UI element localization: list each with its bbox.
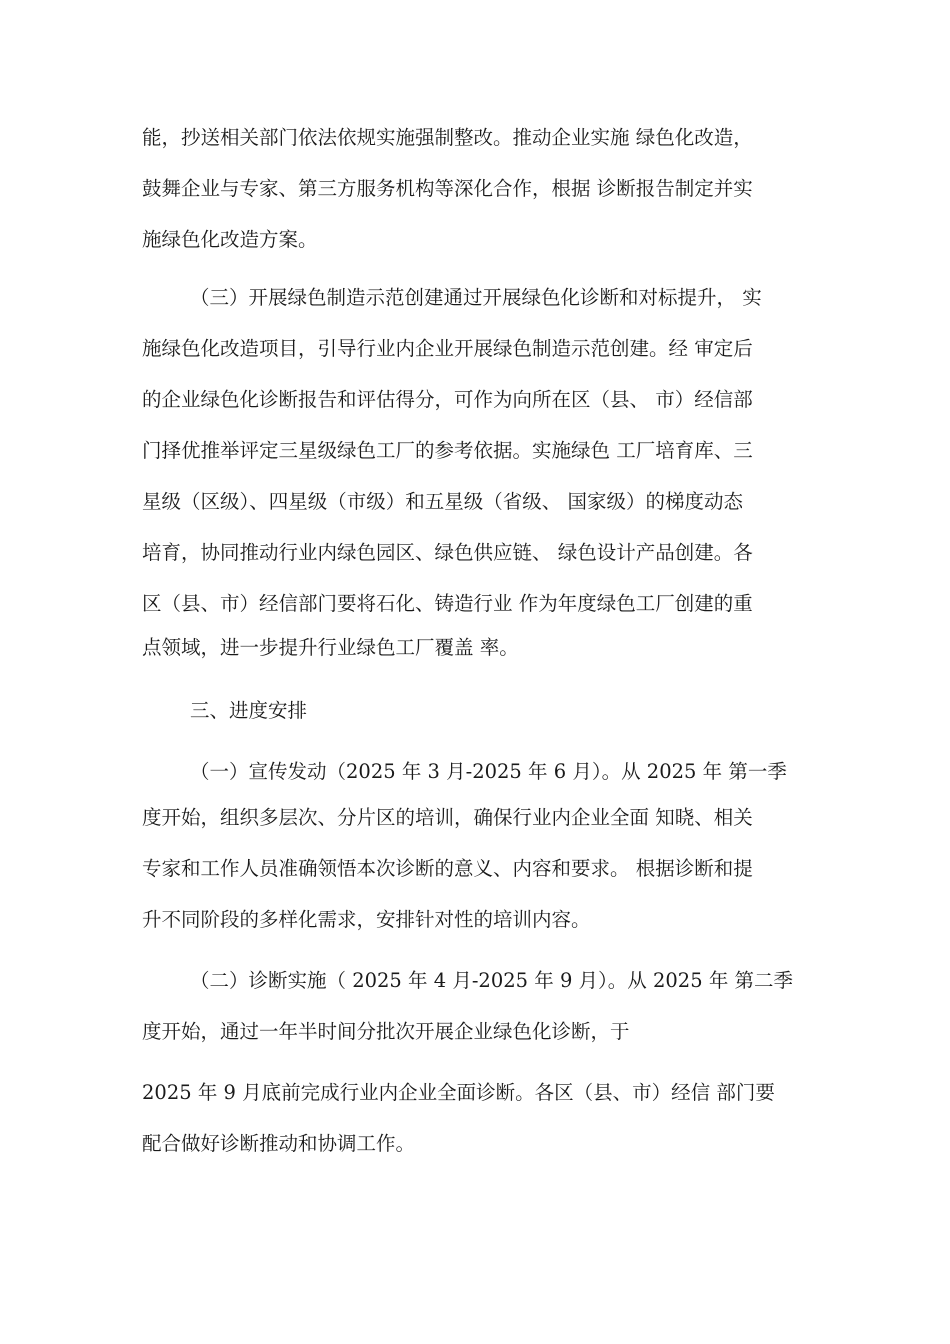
text-line: （三）开展绿色制造示范创建通过开展绿色化诊断和对标提升， 实 bbox=[190, 286, 762, 309]
text-line: 能，抄送相关部门依法依规实施强制整改。推动企业实施 绿色化改造， bbox=[142, 126, 753, 149]
text-line: 门择优推举评定三星级绿色工厂的参考依据。实施绿色 工厂培育库、三 bbox=[142, 439, 753, 462]
text-line: 点领域，进一步提升行业绿色工厂覆盖 率。 bbox=[142, 636, 519, 659]
text-line: 度开始，通过一年半时间分批次开展企业绿色化诊断，于 bbox=[142, 1020, 630, 1043]
text-line: 区（县、市）经信部门要将石化、铸造行业 作为年度绿色工厂创建的重 bbox=[142, 592, 753, 615]
text-line: 2025 年 9 月底前完成行业内企业全面诊断。各区（县、市）经信 部门要 bbox=[142, 1081, 775, 1104]
text-line: （二）诊断实施（ 2025 年 4 月-2025 年 9 月）。从 2025 年 第二季 bbox=[190, 969, 794, 992]
text-line: （一）宣传发动（2025 年 3 月-2025 年 6 月）。从 2025 年 第一季 bbox=[190, 760, 787, 783]
text-line: 施绿色化改造方案。 bbox=[142, 228, 318, 251]
text-line: 培育，协同推动行业内绿色园区、绿色供应链、 绿色设计产品创建。各 bbox=[142, 541, 753, 564]
text-line: 的企业绿色化诊断报告和评估得分，可作为向所在区（县、 市）经信部 bbox=[142, 388, 753, 411]
text-line: 配合做好诊断推动和协调工作。 bbox=[142, 1132, 416, 1155]
text-line: 星级（区级）、四星级（市级）和五星级（省级、 国家级）的梯度动态 bbox=[142, 490, 743, 513]
section-heading: 三、进度安排 bbox=[190, 699, 308, 722]
text-line: 度开始，组织多层次、分片区的培训，确保行业内企业全面 知晓、相关 bbox=[142, 806, 753, 829]
text-line: 升不同阶段的多样化需求，安排针对性的培训内容。 bbox=[142, 908, 591, 931]
text-line: 施绿色化改造项目，引导行业内企业开展绿色制造示范创建。经 审定后 bbox=[142, 337, 753, 360]
text-line: 鼓舞企业与专家、第三方服务机构等深化合作，根据 诊断报告制定并实 bbox=[142, 177, 753, 200]
text-line: 专家和工作人员准确领悟本次诊断的意义、内容和要求。 根据诊断和提 bbox=[142, 857, 753, 880]
